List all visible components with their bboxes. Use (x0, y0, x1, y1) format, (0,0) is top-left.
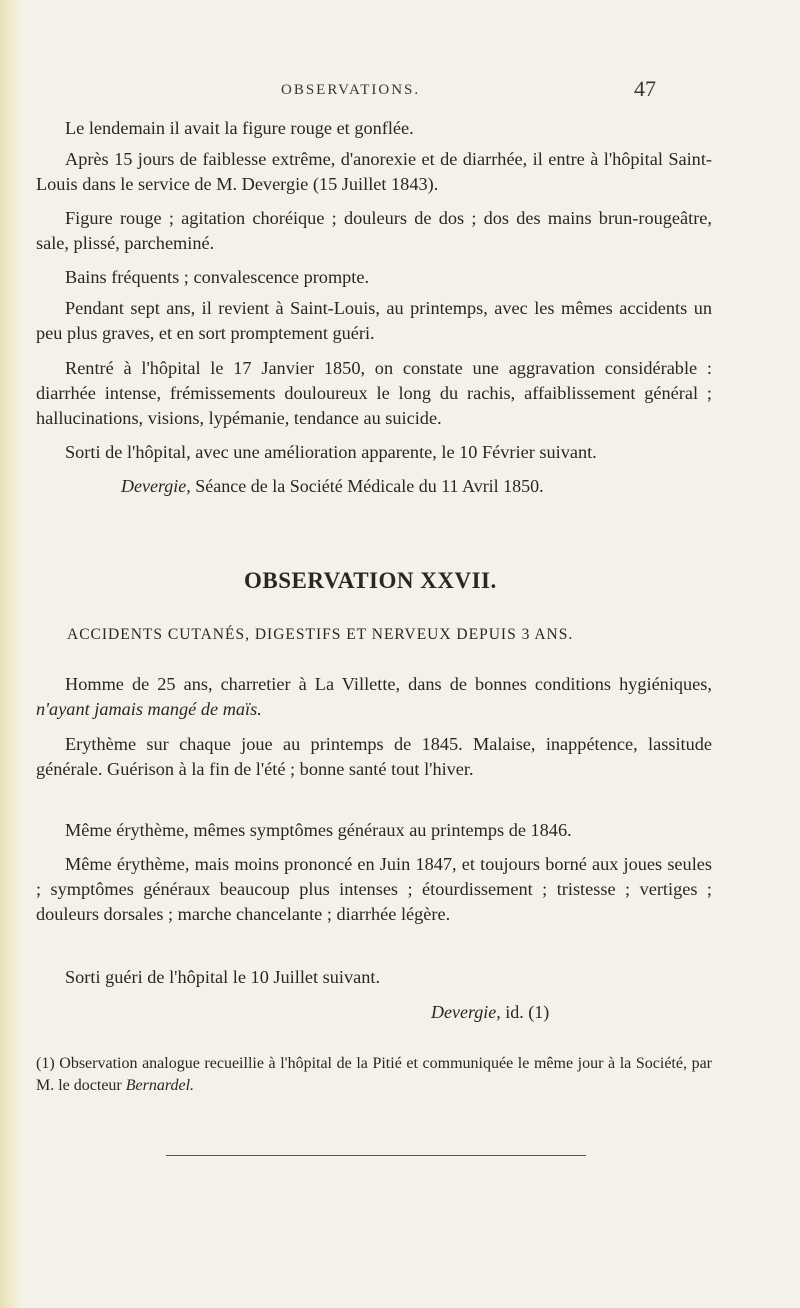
book-page (36, 0, 766, 1308)
paragraph (36, 672, 712, 722)
paragraph: Rentré à l'hôpital le 17 Janvier 1850, on constate une aggravation considérable : diarrhée intense, frémissements douloureux le long du rachis, affaiblissement général ; hallucinations, visions, lypémanie, tendance au suicide. (36, 358, 712, 428)
paragraph: Le lendemain il avait la figure rouge et gonflée. (65, 118, 414, 138)
signature-text: id. (1) (505, 1002, 550, 1022)
signature-line (431, 1000, 549, 1024)
paragraph: Même érythème, mais moins prononcé en Juin 1847, et toujours borné aux joues seules ; symptômes généraux beaucoup plus intenses ; étourdissement ; tristesse ; vertiges ; douleurs dorsales ; marche chancelante ; diarrhée légère. (36, 854, 712, 924)
page-header (36, 76, 736, 106)
running-head: OBSERVATIONS. (281, 82, 421, 98)
paragraph: Même érythème, mêmes symptômes généraux au printemps de 1846. (65, 820, 572, 840)
paragraph: Sorti de l'hôpital, avec une amélioration apparente, le 10 Février suivant. (65, 442, 597, 462)
observation-title: OBSERVATION XXVII. (244, 568, 497, 593)
case-intro-text: Homme de 25 ans, charretier à La Villette, dans de bonnes conditions hygiéniques, (65, 674, 712, 694)
signature-text: Séance de la Société Médicale du 11 Avril 1850. (195, 476, 544, 496)
signature-author: Devergie, (121, 476, 191, 496)
paragraph: Sorti guéri de l'hôpital le 10 Juillet suivant. (65, 967, 381, 987)
case-intro-italic: n'ayant jamais mangé de maïs. (36, 699, 262, 719)
footnote (36, 1053, 712, 1097)
signature-line (121, 474, 544, 498)
footnote-italic: Bernardel. (125, 1077, 195, 1094)
paragraph: Pendant sept ans, il revient à Saint-Louis, au printemps, avec les mêmes accidents un peu plus graves, et en sort promptement guéri. (36, 298, 712, 343)
footnote-divider (166, 1155, 586, 1156)
page-binding-shadow (0, 0, 22, 1308)
paragraph: Bains fréquents ; convalescence prompte. (65, 267, 370, 287)
paragraph: Erythème sur chaque joue au printemps de 1845. Malaise, inappétence, lassitude générale. Guérison à la fin de l'été ; bonne santé tout l'hiver. (36, 734, 712, 779)
footnote-text: (1) Observation analogue recueillie à l'hôpital de la Pitié et communiquée le même jour à la Société, par M. le docteur (36, 1055, 712, 1094)
paragraph: Figure rouge ; agitation choréique ; douleurs de dos ; dos des mains brun-rougeâtre, sale, plissé, parcheminé. (36, 208, 712, 253)
signature-author: Devergie, (431, 1002, 501, 1022)
observation-subtitle: ACCIDENTS CUTANÉS, DIGESTIFS ET NERVEUX DEPUIS 3 ANS. (67, 626, 574, 643)
page-number: 47 (634, 76, 656, 101)
paragraph: Après 15 jours de faiblesse extrême, d'anorexie et de diarrhée, il entre à l'hôpital Saint-Louis dans le service de M. Devergie (15 Juillet 1843). (36, 149, 712, 194)
